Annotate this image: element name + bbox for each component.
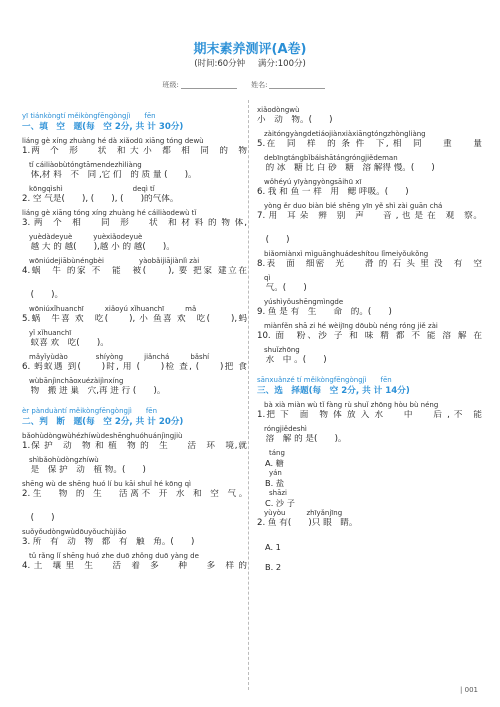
pinyin-line: biǎomiànxì mìguānghuádeshítou lǐmeiyǒukǒng xyxy=(257,250,429,258)
exam-title: 期末素养测评(A卷) xyxy=(193,42,307,57)
answer-option xyxy=(257,553,482,573)
hanzi-line: 1.保 护 动 物 和 植 物 的 生 活 环 境,就 xyxy=(22,441,247,451)
pinyin-line: wǒhéyú yīyàngyòngsāihū xī xyxy=(257,178,362,186)
question-line xyxy=(257,154,482,178)
class-blank[interactable] xyxy=(181,88,237,89)
question-line xyxy=(22,233,247,257)
pinyin-line xyxy=(257,553,482,562)
answer-option xyxy=(257,533,482,553)
question-line xyxy=(22,480,247,504)
hanzi-line: 10. 面 粉、沙 子 和 味 精 都 不 能 溶 解 在 xyxy=(257,331,482,341)
question-line xyxy=(257,401,482,425)
pinyin-line: yǐ xǐhuanchī xyxy=(22,329,72,337)
pinyin-line: èr pànduàntí měikòngfēngòngjì fēn xyxy=(22,407,158,415)
pinyin-line: suǒyǒudòngwùdōuyǒuchùjiǎo xyxy=(22,528,127,536)
time-info: (时间:60分钟 xyxy=(194,59,246,69)
hanzi-line: 2. 生 物 的 生 活 离 不 开 水 和 空 气 。 xyxy=(22,489,247,499)
hanzi-line: 越 大 的 越( ),越 小 的 越( )。 xyxy=(22,242,175,252)
question-line xyxy=(22,377,247,401)
question-line xyxy=(257,425,482,449)
pinyin-line: róngjiědeshì xyxy=(257,425,307,433)
hanzi-line: 4. 土 壤 里 生 活 着 多 种 多 样 的 xyxy=(22,561,247,571)
pinyin-line: wōniúxǐhuanchī xiǎoyú xǐhuanchī mǎ xyxy=(22,305,197,313)
hanzi-line: 3. 所 有 动 物 都 有 触 角。( ) xyxy=(22,537,195,547)
pinyin-line xyxy=(257,226,482,235)
hanzi-line: 6. 蚂蚁遇 到( )时, 用 ( )检 查, ( )把 食 xyxy=(22,362,247,372)
section-heading xyxy=(22,106,247,137)
question-line xyxy=(257,226,482,250)
pinyin-line: miànfěn shā zi hé wèijīng dōubù néng róng jiě zài xyxy=(257,322,438,330)
pinyin-line xyxy=(22,281,247,290)
hanzi-line: 物 搬 进 巢 穴,再 进 行 ( )。 xyxy=(22,386,166,396)
hanzi-line: 7. 用 耳 朵 辨 别 声 音 , 也 是 在 观 察。 xyxy=(257,211,482,221)
hanzi-line: ( )。 xyxy=(22,290,64,300)
pinyin-line: bǎohùdòngwùhézhíwùdeshēnghuóhuánjìngjiù xyxy=(22,432,183,440)
pinyin-line: qì xyxy=(257,274,271,282)
question-line xyxy=(257,178,482,202)
question-line xyxy=(257,509,482,533)
pinyin-line: sānxuǎnzé tí měikòngfēngòngjì fēn xyxy=(257,376,392,384)
hanzi-line: 9. 鱼 是 有 生 命 的。( ) xyxy=(257,307,392,317)
pinyin-line: zàitóngyàngdetiáojiànxiàxiāngtóngzhòngliàng xyxy=(257,130,426,138)
pinyin-line: debīngtángbǐbáishātángróngjiědeman xyxy=(257,154,398,162)
section-heading xyxy=(22,401,247,432)
question-line xyxy=(257,346,482,370)
section-heading xyxy=(257,370,482,401)
question-line xyxy=(257,130,482,154)
column-divider xyxy=(248,100,249,690)
question-line xyxy=(22,257,247,281)
question-line xyxy=(22,137,247,161)
name-blank[interactable] xyxy=(269,88,325,89)
hanzi-line: 2. 鱼 有( )只 眼 睛。 xyxy=(257,518,358,528)
question-line xyxy=(22,504,247,528)
page-number-value: 001 xyxy=(464,686,478,694)
question-line xyxy=(22,185,247,209)
hanzi-line: 2. 空 气是( ), ( ), ( )的气体。 xyxy=(22,194,179,204)
exam-subtitle xyxy=(0,57,500,69)
hanzi-line: 溶 解 的 是( )。 xyxy=(257,434,347,444)
pinyin-line: táng xyxy=(269,449,285,457)
pinyin-line: tǐ cáiliàobùtóngtāmendezhìliàng xyxy=(22,161,142,169)
question-line xyxy=(22,456,247,480)
pinyin-line: tǔ rǎng lǐ shēng huó zhe duō zhǒng duō yàng de xyxy=(22,552,199,560)
question-line xyxy=(22,528,247,552)
class-label: 班级: xyxy=(162,81,179,89)
pinyin-line: shuǐzhōng xyxy=(257,346,300,354)
hanzi-line: 6. 我 和 鱼 一 样 用 鳃 呼吸。( ) xyxy=(257,187,409,197)
name-label: 姓名: xyxy=(251,81,268,89)
question-line xyxy=(257,250,482,274)
hanzi-line: 5.蜗 牛喜 欢 吃( ), 小 鱼喜 欢 吃( ),蚂 xyxy=(22,314,247,324)
pinyin-line xyxy=(257,533,482,542)
pinyin-line: yán xyxy=(269,469,282,477)
question-line xyxy=(257,298,482,322)
question-line xyxy=(22,161,247,185)
question-line xyxy=(22,209,247,233)
question-line xyxy=(257,322,482,346)
pinyin-line: mǎyǐyùdào shíyòng jiǎnchá bǎshí xyxy=(22,353,210,361)
answer-option xyxy=(257,469,482,489)
answer-option xyxy=(257,489,482,509)
pinyin-line: yī tiánkòngtí měikòngfēngòngjì fēn xyxy=(22,112,156,120)
question-line xyxy=(257,106,482,130)
hanzi-line: 水 中 。( ) xyxy=(257,355,327,365)
pinyin-line: yùyòu zhīyǎnjīng xyxy=(257,509,343,517)
hanzi-line: 蚁喜 欢 吃( )。 xyxy=(22,338,109,348)
hanzi-line: ( ) xyxy=(257,235,290,245)
pinyin-line: shìbǎohùdòngzhíwù xyxy=(22,456,99,464)
hanzi-line: 体,材 料 不 同 ,它 们 的 质 量 ( )。 xyxy=(22,170,197,180)
question-line xyxy=(22,353,247,377)
pinyin-line xyxy=(22,504,247,513)
pinyin-line: xiǎodòngwù xyxy=(257,106,300,114)
question-line xyxy=(22,432,247,456)
pinyin-line: wùbānjìnchāoxuézàijìnxíng xyxy=(22,377,124,385)
question-line xyxy=(257,274,482,298)
hanzi-line: ( ) xyxy=(22,513,55,523)
pinyin-line: wōniúdejiābùnéngbèi yàobǎijiājiànlì zài xyxy=(22,257,200,265)
pinyin-line: kōngqìshì deqì tǐ xyxy=(22,185,155,193)
hanzi-line: 的 冰 糖 比 白 砂 糖 溶 解得 慢。( ) xyxy=(257,163,435,173)
hanzi-line: 1.两 个 形 状 和 大 小 都 相 同 的 物 xyxy=(22,146,247,156)
hanzi-line: 小 动 物。( ) xyxy=(257,115,333,125)
question-line xyxy=(22,305,247,329)
hanzi-line: A. 糖 xyxy=(265,458,284,468)
right-column xyxy=(257,106,482,573)
question-line xyxy=(257,202,482,226)
hanzi-line: C. 沙 子 xyxy=(265,498,295,508)
question-line xyxy=(22,552,247,576)
hanzi-line: B. 2 xyxy=(265,562,282,572)
pinyin-line: yuèdàdeyuè yuèxiǎodeyuè xyxy=(22,233,143,241)
pinyin-line: liáng gè xiāng tóng xíng zhuàng hé cáiliàodewù tǐ xyxy=(22,209,197,217)
student-info-line xyxy=(0,80,500,90)
score-info: 满分:100分) xyxy=(257,59,306,69)
pinyin-line: yúshìyǒushēngmìngde xyxy=(257,298,344,306)
hanzi-line: 5.在 同 样 的 条 件 下, 相 同 重 量 xyxy=(257,139,482,149)
pinyin-line: liáng gè xíng zhuàng hé dà xiǎodū xiāng tóng dewù xyxy=(22,137,204,145)
page-number: | 001 xyxy=(460,686,478,694)
hanzi-line: 3. 两 个 相 同 形 状 和 材 料 的 物 体, xyxy=(22,218,247,228)
hanzi-line: 是 保 护 动 植 物。( ) xyxy=(22,465,146,475)
question-line xyxy=(22,281,247,305)
pinyin-line: shēng wù de shēng huó lí bu kāi shuǐ hé kōng qì xyxy=(22,480,191,488)
pinyin-line: shāzi xyxy=(269,489,287,497)
question-line xyxy=(22,329,247,353)
hanzi-line: 4.蜗 牛 的家 不 能 被( ), 要 把家 建立在 xyxy=(22,266,247,276)
hanzi-line: 8.表 面 细密 光 滑 的 石 头 里 没 有 空 xyxy=(257,259,482,269)
pinyin-line: yòng ěr duo biàn bié shēng yīn yě shì zài guān chá xyxy=(257,202,443,210)
section-title: 二、判 断 题(每 空 2分, 共 计 20分) xyxy=(22,417,184,427)
hanzi-line: 1.把 下 面 物 体 放 入 水 中 后 , 不 能 xyxy=(257,410,482,420)
hanzi-line: B. 盐 xyxy=(265,478,285,488)
answer-option xyxy=(257,449,482,469)
pinyin-line: bà xià miàn wù tǐ fàng rù shuǐ zhōng hòu bù néng xyxy=(257,401,439,409)
left-column xyxy=(22,106,247,576)
section-title: 一、填 空 题(每 空 2分, 共 计 30分) xyxy=(22,122,184,132)
section-title: 三、选 择题(每 空 2分, 共 计 14分) xyxy=(257,386,410,396)
hanzi-line: 气。( ) xyxy=(257,283,307,293)
hanzi-line: A. 1 xyxy=(265,542,281,552)
